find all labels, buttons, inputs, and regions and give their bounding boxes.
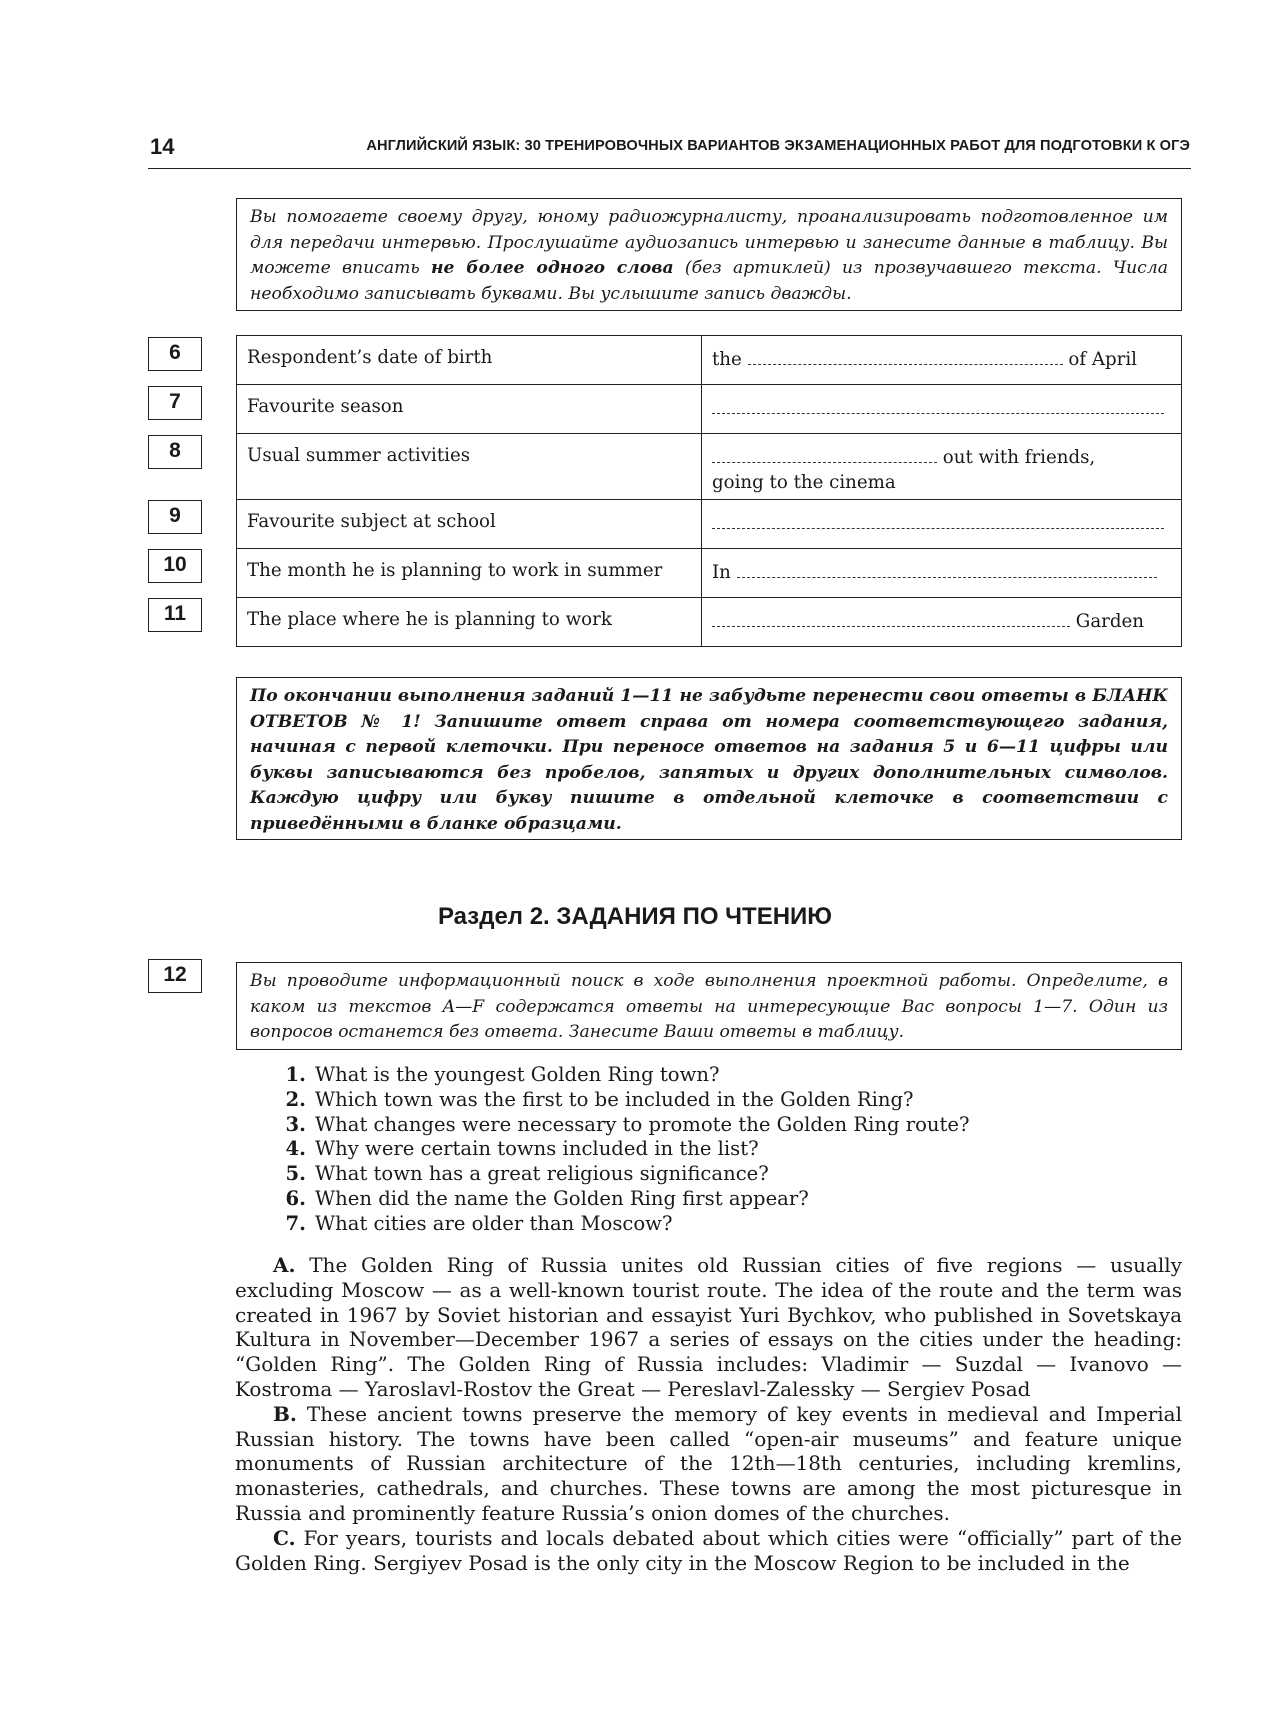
question-number: 5. [285,1162,306,1186]
question-text: What town has a great religious significance? [315,1162,769,1186]
question-number: 4. [285,1137,306,1161]
question-text: When did the name the Golden Ring first appear? [315,1186,809,1210]
answer-prefix: In [712,562,731,583]
list-item [260,1137,970,1162]
list-item [260,1212,970,1237]
table-row [237,434,1182,500]
answer-cell [702,336,1182,385]
row-question: The month he is planning to work in summer [237,549,702,598]
answer-cell [702,598,1182,647]
section-title: Раздел 2. ЗАДАНИЯ ПО ЧТЕНИЮ [437,903,833,930]
answer-suffix: out with friends, [942,447,1096,468]
page-number: 14 [150,134,175,159]
instruction-part2: (без артиклей) из прозвучавшего текста. Числа необходимо записывать буквами. Вы услышите запись дважды. [250,258,1168,304]
reading-instruction: Вы проводите информационный поиск в ходе выполнения проектной работы. Определите, в каком из текстов A—F содержатся ответы на интересующие Вас вопросы 1—7. Один из вопросов останется без ответа. Занесите Ваши ответы в таблицу. [236,962,1182,1050]
row-question: Usual summer activities [237,434,702,500]
text-paragraph-a [235,1253,1182,1402]
row-question: The place where he is planning to work [237,598,702,647]
list-item [260,1088,970,1113]
row-question: Favourite season [237,385,702,434]
question-number: 6. [285,1186,306,1210]
text-letter: A. [273,1253,296,1277]
book-title: АНГЛИЙСКИЙ ЯЗЫК: 30 ТРЕНИРОВОЧНЫХ ВАРИАНТОВ ЭКЗАМЕНАЦИОННЫХ РАБОТ ДЛЯ ПОДГОТОВКИ К ОГЭ [366,138,1190,154]
table-row [237,336,1182,385]
question-text: What is the youngest Golden Ring town? [315,1063,720,1086]
task-number-10: 10 [148,549,202,583]
task-number-9: 9 [148,500,202,534]
header-divider [148,168,1191,169]
question-list [260,1063,970,1237]
answer-blank[interactable] [712,397,1164,414]
table-row [237,500,1182,549]
answer-line2: going to the cinema [712,472,896,493]
task-number-6: 6 [148,337,202,371]
list-item [260,1187,970,1212]
list-item [260,1063,970,1088]
question-text: What cities are older than Moscow? [315,1211,673,1235]
answer-blank[interactable] [712,512,1164,529]
answer-blank[interactable] [712,610,1070,627]
answer-cell [702,500,1182,549]
reading-texts [235,1253,1182,1575]
question-number: 7. [285,1211,306,1235]
question-text: Which town was the first to be included in the Golden Ring? [315,1087,914,1111]
answer-blank[interactable] [712,446,937,463]
list-item [260,1113,970,1138]
answer-cell [702,434,1182,500]
answer-prefix: the [712,349,742,370]
instruction-emphasis: не более одного слова [431,258,674,278]
task-number-7: 7 [148,386,202,420]
interview-table [236,335,1182,647]
text-paragraph-b [235,1402,1182,1526]
task-number-8: 8 [148,435,202,469]
instruction-part1: Вы помогаете своему другу, юному радиожурналисту, проанализировать подготовленное им для передачи интервью. Прослушайте аудиозапись интервью и занесите данные в таблицу. Вы можете вписать [250,207,1168,278]
list-item [260,1162,970,1187]
question-number: 2. [285,1087,306,1111]
table-row [237,385,1182,434]
answer-cell [702,549,1182,598]
listening-instruction [236,198,1182,311]
question-number: 1. [285,1063,306,1086]
answer-blank[interactable] [737,561,1157,578]
task-number-11: 11 [148,598,202,632]
text-letter: B. [273,1401,297,1426]
row-question: Respondent’s date of birth [237,336,702,385]
row-question: Favourite subject at school [237,500,702,549]
question-text: What changes were necessary to promote the Golden Ring route? [315,1112,970,1136]
transfer-note: По окончании выполнения заданий 1—11 не забудьте перенести свои ответы в БЛАНК ОТВЕТОВ № 1! Запишите ответ справа от номера соответствующего задания, начиная с первой клеточки. При переносе ответов на задания 5 и 6—11 цифры или буквы записываются без пробелов, запятых и других дополнительных символов. Каждую цифру или букву пишите в отдельной клеточке в соответствии с приведёнными в бланке образцами. [236,677,1182,840]
answer-cell [702,385,1182,434]
text-letter: C. [273,1525,296,1550]
answer-suffix: of April [1068,349,1137,370]
answer-suffix: Garden [1075,611,1144,632]
text-body: The Golden Ring of Russia unites old Russian cities of five regions — usually excluding Moscow — as a well-known tourist route. The idea of the route and the term was created in 1967 by Soviet historian and essayist Yuri Bychkov, who published in Sovetskaya Kultura in November—December 1967 a series of essays on the cities under the heading: “Golden Ring”. The Golden Ring of Russia includes: Vladimir — Suzdal — Ivanovo — Kostroma — Yaroslavl-Rostov the Great — Pereslavl-Zalessky — Sergiev Posad [235,1253,1182,1401]
table-row [237,549,1182,598]
task-number-12: 12 [148,959,202,993]
question-number: 3. [285,1112,306,1136]
text-body: For years, tourists and locals debated about which cities were “officially” part of the Golden Ring. Sergiyev Posad is the only city in the Moscow Region to be included in the [235,1525,1183,1575]
question-text: Why were certain towns included in the list? [315,1137,759,1161]
table-row [237,598,1182,647]
answer-blank[interactable] [748,348,1063,365]
text-body: These ancient towns preserve the memory of key events in medieval and Imperial Russian history. The towns have been called “open-air museums” and feature unique monuments of Russian architecture of the 12th—18th centuries, including kremlins, monasteries, cathedrals, and churches. These towns are among the most picturesque in Russia and prominently feature Russia’s onion domes of the churches. [235,1401,1183,1525]
text-paragraph-c [235,1526,1182,1576]
